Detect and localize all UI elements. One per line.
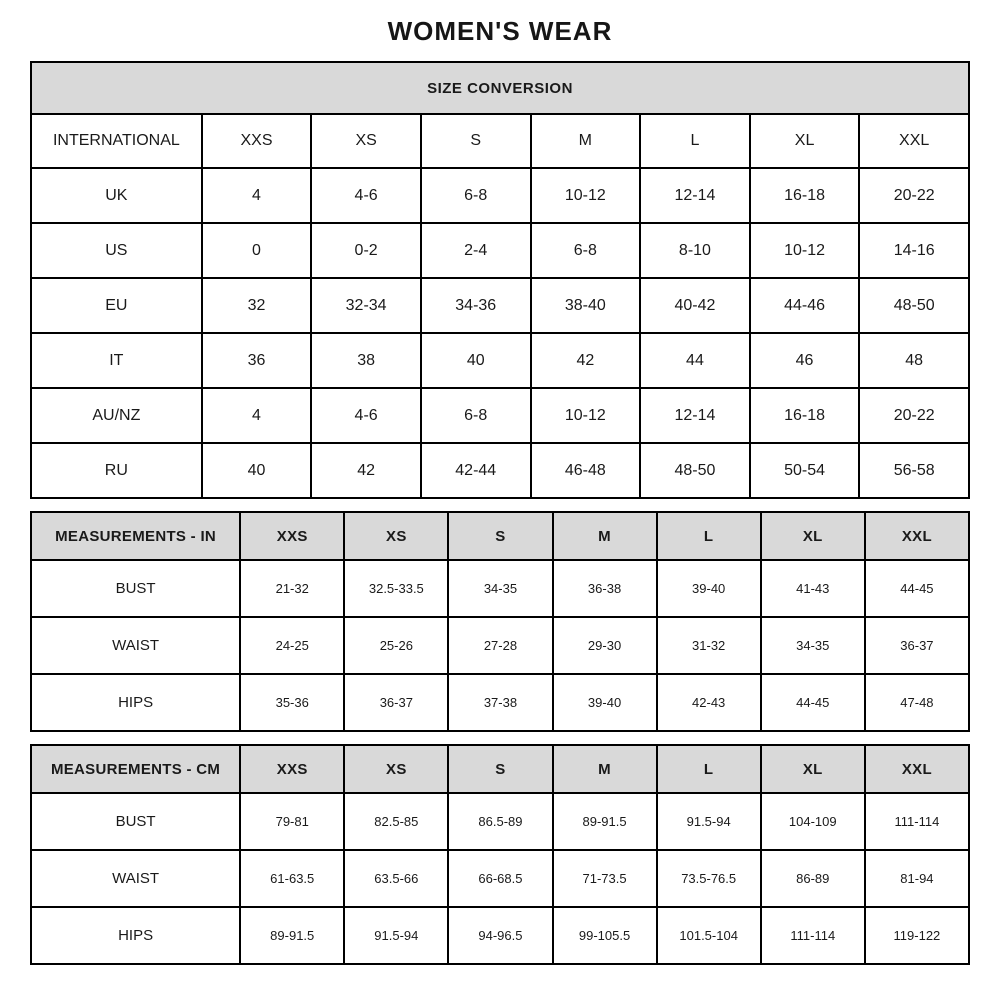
table-cell-eu-m: 38-40 — [531, 278, 641, 333]
table-cell-eu-xxl: 48-50 — [859, 278, 969, 333]
table-cell-waist-xs: 25-26 — [344, 617, 448, 674]
table-cell-bust-xxs: 79-81 — [240, 793, 344, 850]
row-label-ru: RU — [31, 443, 202, 498]
table-cell-it-xl: 46 — [750, 333, 860, 388]
table-cell-hips-xxs: 89-91.5 — [240, 907, 344, 964]
column-header-xl: XL — [750, 114, 860, 168]
header-row — [31, 512, 969, 560]
column-header-l: L — [640, 114, 750, 168]
table-cell-uk-xxl: 20-22 — [859, 168, 969, 223]
table-row-ru — [31, 443, 969, 498]
column-header-xxs: XXS — [240, 745, 344, 793]
table-cell-bust-l: 39-40 — [657, 560, 761, 617]
table-cell-waist-m: 29-30 — [553, 617, 657, 674]
column-header-xxs: XXS — [240, 512, 344, 560]
column-header-xxl: XXL — [865, 512, 969, 560]
table-cell-it-xxl: 48 — [859, 333, 969, 388]
column-header-xs: XS — [344, 745, 448, 793]
column-header-m: M — [553, 512, 657, 560]
table-cell-eu-xl: 44-46 — [750, 278, 860, 333]
table-cell-hips-xs: 91.5-94 — [344, 907, 448, 964]
row-label-it: IT — [31, 333, 202, 388]
table-cell-ru-xs: 42 — [311, 443, 421, 498]
table-cell-uk-xs: 4-6 — [311, 168, 421, 223]
table-cell-waist-xl: 34-35 — [761, 617, 865, 674]
table-row-hips — [31, 674, 969, 731]
table-banner-row — [31, 62, 969, 114]
table-row-uk — [31, 168, 969, 223]
table-cell-hips-xs: 36-37 — [344, 674, 448, 731]
table-cell-waist-xs: 63.5-66 — [344, 850, 448, 907]
column-header-xxl: XXL — [865, 745, 969, 793]
column-header-measurements-cm: MEASUREMENTS - CM — [31, 745, 240, 793]
row-label-us: US — [31, 223, 202, 278]
table-cell-uk-l: 12-14 — [640, 168, 750, 223]
table-cell-ru-s: 42-44 — [421, 443, 531, 498]
table-cell-us-xs: 0-2 — [311, 223, 421, 278]
measurements-cm-section — [30, 744, 970, 965]
column-header-m: M — [553, 745, 657, 793]
table-cell-bust-xxs: 21-32 — [240, 560, 344, 617]
table-cell-hips-xxl: 47-48 — [865, 674, 969, 731]
table-cell-au-nz-s: 6-8 — [421, 388, 531, 443]
table-cell-au-nz-m: 10-12 — [531, 388, 641, 443]
table-cell-hips-m: 99-105.5 — [553, 907, 657, 964]
table-cell-hips-xl: 111-114 — [761, 907, 865, 964]
header-row — [31, 114, 969, 168]
column-header-international: INTERNATIONAL — [31, 114, 202, 168]
table-row-eu — [31, 278, 969, 333]
table-cell-waist-s: 66-68.5 — [448, 850, 552, 907]
table-cell-hips-s: 94-96.5 — [448, 907, 552, 964]
table-cell-waist-l: 31-32 — [657, 617, 761, 674]
column-header-l: L — [657, 512, 761, 560]
row-label-hips: HIPS — [31, 674, 240, 731]
table-row-waist — [31, 617, 969, 674]
table-cell-ru-m: 46-48 — [531, 443, 641, 498]
table-cell-bust-xl: 104-109 — [761, 793, 865, 850]
table-cell-hips-l: 42-43 — [657, 674, 761, 731]
table-cell-us-l: 8-10 — [640, 223, 750, 278]
table-cell-bust-l: 91.5-94 — [657, 793, 761, 850]
table-cell-eu-xxs: 32 — [202, 278, 312, 333]
column-header-xl: XL — [761, 512, 865, 560]
table-cell-ru-l: 48-50 — [640, 443, 750, 498]
table-cell-waist-m: 71-73.5 — [553, 850, 657, 907]
row-label-au-nz: AU/NZ — [31, 388, 202, 443]
table-cell-bust-xs: 82.5-85 — [344, 793, 448, 850]
measurements-in-table — [30, 511, 970, 732]
column-header-s: S — [448, 745, 552, 793]
table-cell-bust-m: 89-91.5 — [553, 793, 657, 850]
row-label-eu: EU — [31, 278, 202, 333]
table-cell-it-xxs: 36 — [202, 333, 312, 388]
column-header-xs: XS — [311, 114, 421, 168]
table-cell-hips-xl: 44-45 — [761, 674, 865, 731]
table-cell-it-s: 40 — [421, 333, 531, 388]
table-cell-waist-l: 73.5-76.5 — [657, 850, 761, 907]
column-header-s: S — [421, 114, 531, 168]
measurements-cm-table — [30, 744, 970, 965]
table-cell-au-nz-l: 12-14 — [640, 388, 750, 443]
row-label-hips: HIPS — [31, 907, 240, 964]
header-row — [31, 745, 969, 793]
table-cell-ru-xl: 50-54 — [750, 443, 860, 498]
column-header-xs: XS — [344, 512, 448, 560]
table-cell-waist-s: 27-28 — [448, 617, 552, 674]
table-row-waist — [31, 850, 969, 907]
table-cell-waist-xl: 86-89 — [761, 850, 865, 907]
table-cell-waist-xxl: 81-94 — [865, 850, 969, 907]
size-conversion-table — [30, 61, 970, 499]
table-cell-us-xxl: 14-16 — [859, 223, 969, 278]
table-cell-uk-s: 6-8 — [421, 168, 531, 223]
table-cell-hips-s: 37-38 — [448, 674, 552, 731]
column-header-measurements-in: MEASUREMENTS - IN — [31, 512, 240, 560]
table-row-bust — [31, 560, 969, 617]
row-label-waist: WAIST — [31, 850, 240, 907]
table-row-bust — [31, 793, 969, 850]
table-cell-hips-l: 101.5-104 — [657, 907, 761, 964]
table-cell-us-xxs: 0 — [202, 223, 312, 278]
table-row-au-nz — [31, 388, 969, 443]
table-cell-it-xs: 38 — [311, 333, 421, 388]
table-cell-au-nz-xl: 16-18 — [750, 388, 860, 443]
table-cell-us-s: 2-4 — [421, 223, 531, 278]
table-cell-eu-s: 34-36 — [421, 278, 531, 333]
size-conversion-section — [30, 61, 970, 499]
table-cell-bust-s: 86.5-89 — [448, 793, 552, 850]
row-label-waist: WAIST — [31, 617, 240, 674]
table-cell-uk-xxs: 4 — [202, 168, 312, 223]
table-cell-ru-xxs: 40 — [202, 443, 312, 498]
table-cell-bust-xs: 32.5-33.5 — [344, 560, 448, 617]
table-cell-it-m: 42 — [531, 333, 641, 388]
measurements-in-section — [30, 511, 970, 732]
row-label-uk: UK — [31, 168, 202, 223]
table-row-it — [31, 333, 969, 388]
table-cell-bust-m: 36-38 — [553, 560, 657, 617]
column-header-l: L — [657, 745, 761, 793]
table-cell-bust-xl: 41-43 — [761, 560, 865, 617]
table-cell-hips-m: 39-40 — [553, 674, 657, 731]
table-cell-it-l: 44 — [640, 333, 750, 388]
table-cell-bust-xxl: 44-45 — [865, 560, 969, 617]
row-label-bust: BUST — [31, 793, 240, 850]
table-banner: SIZE CONVERSION — [31, 62, 969, 114]
table-cell-eu-xs: 32-34 — [311, 278, 421, 333]
column-header-s: S — [448, 512, 552, 560]
table-cell-hips-xxs: 35-36 — [240, 674, 344, 731]
column-header-xxl: XXL — [859, 114, 969, 168]
table-cell-bust-xxl: 111-114 — [865, 793, 969, 850]
table-cell-waist-xxl: 36-37 — [865, 617, 969, 674]
table-cell-waist-xxs: 24-25 — [240, 617, 344, 674]
table-cell-ru-xxl: 56-58 — [859, 443, 969, 498]
table-cell-uk-m: 10-12 — [531, 168, 641, 223]
table-row-hips — [31, 907, 969, 964]
column-header-xxs: XXS — [202, 114, 312, 168]
table-cell-au-nz-xs: 4-6 — [311, 388, 421, 443]
table-cell-eu-l: 40-42 — [640, 278, 750, 333]
table-row-us — [31, 223, 969, 278]
row-label-bust: BUST — [31, 560, 240, 617]
table-cell-us-xl: 10-12 — [750, 223, 860, 278]
column-header-xl: XL — [761, 745, 865, 793]
table-cell-hips-xxl: 119-122 — [865, 907, 969, 964]
table-cell-au-nz-xxs: 4 — [202, 388, 312, 443]
table-cell-waist-xxs: 61-63.5 — [240, 850, 344, 907]
table-cell-uk-xl: 16-18 — [750, 168, 860, 223]
page-title: WOMEN'S WEAR — [387, 16, 613, 46]
column-header-m: M — [531, 114, 641, 168]
table-cell-bust-s: 34-35 — [448, 560, 552, 617]
table-cell-us-m: 6-8 — [531, 223, 641, 278]
table-cell-au-nz-xxl: 20-22 — [859, 388, 969, 443]
